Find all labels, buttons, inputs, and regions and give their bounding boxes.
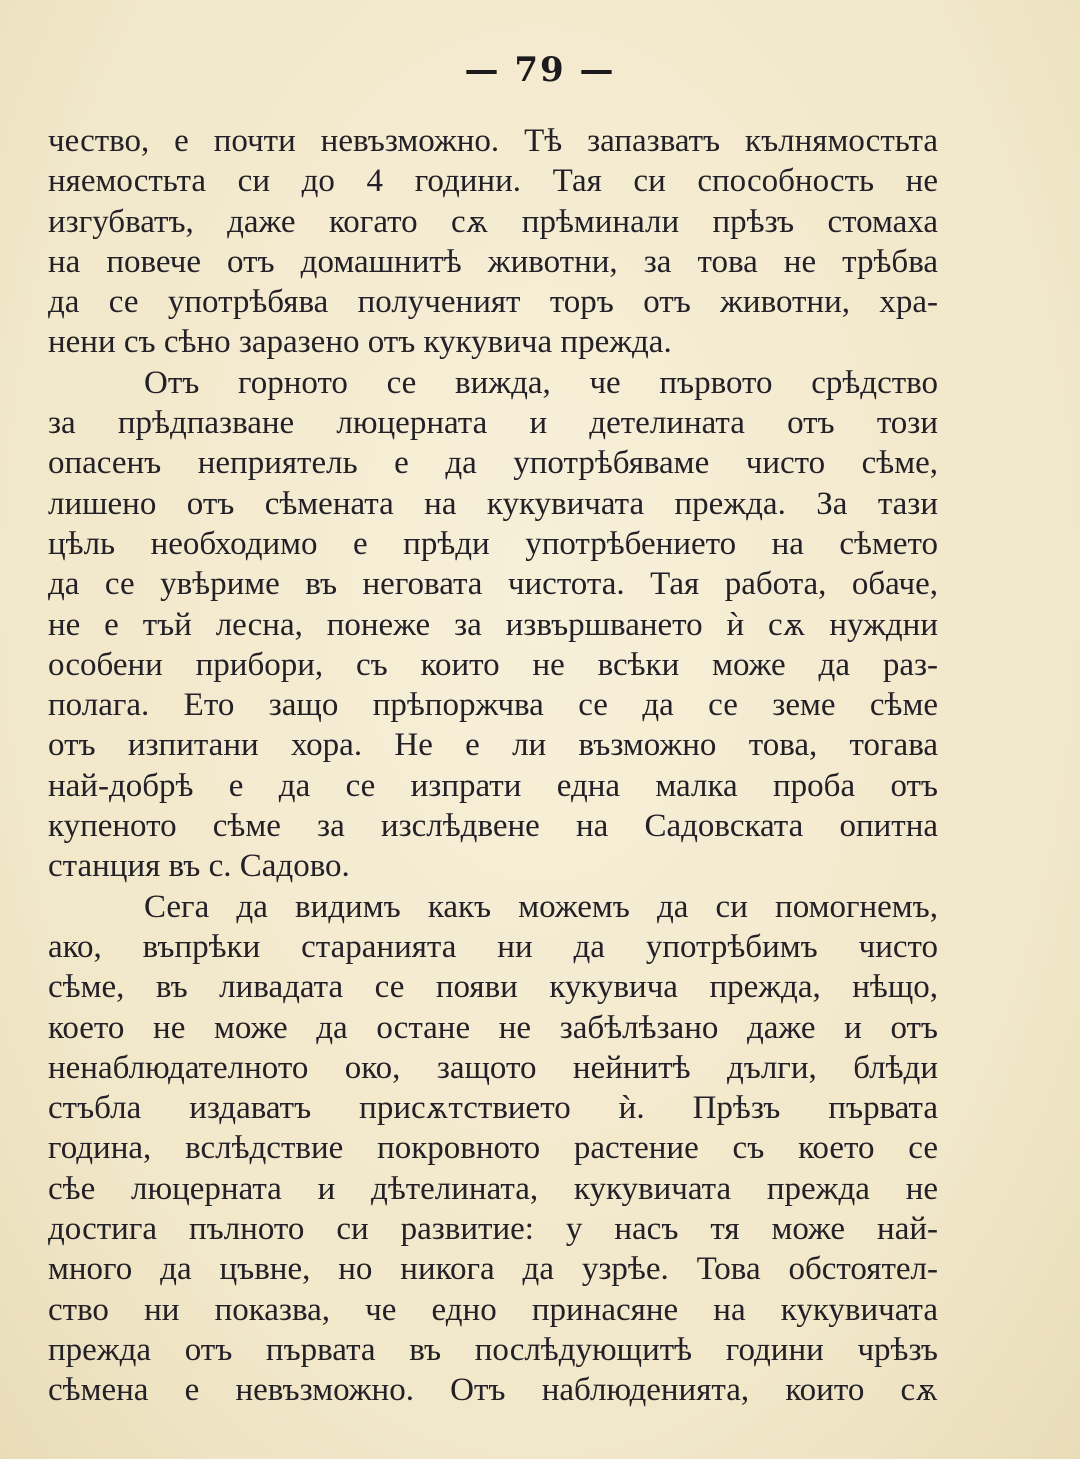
text-line: изгубватъ, даже когато сѫ прѣминали прѣзъ стомаха (48, 203, 938, 240)
text-line: особени прибори, съ които не всѣки може да раз- (48, 646, 938, 683)
page-number: — 79 — (464, 50, 616, 90)
text-line: нени съ сѣно заразено отъ кукувича прежда. (48, 324, 672, 361)
text-line: опасенъ неприятель е да употрѣбяваме чисто сѣме, (48, 445, 938, 482)
text-line: сѣе люцерната и дѣтелината, кукувичата прежда не (48, 1170, 938, 1207)
text-line: стъбла издаватъ присѫтствието ѝ. Прѣзъ първата (48, 1090, 938, 1127)
text-line: Отъ горното се вижда, че първото срѣдство (144, 364, 938, 401)
text-line: станция въ с. Садово. (48, 848, 350, 885)
text-line: най-добрѣ е да се изпрати една малка проба отъ (48, 767, 938, 804)
text-line: чество, е почти невъзможно. Тѣ запазватъ кълнямостьта (48, 123, 938, 159)
text-line: купеното сѣме за изслѣдвене на Садовската опитна (48, 808, 938, 845)
text-line: сѣме, въ ливадата се появи кукувича прежда, нѣщо, (48, 969, 938, 1006)
text-line: цѣль необходимо е прѣди употрѣбението на сѣмето (48, 525, 938, 562)
text-line: ненаблюдателното око, защото нейнитѣ дълги, блѣди (48, 1049, 938, 1086)
text-line: да се увѣриме въ неговата чистота. Тая работа, обаче, (48, 566, 938, 603)
text-line: не е тъй лесна, понеже за извършването ѝ сѫ нуждни (48, 606, 938, 643)
text-line: на повече отъ домашнитѣ животни, за това не трѣбва (48, 243, 938, 280)
text-line: Сега да видимъ какъ можемъ да си помогнемъ, (144, 888, 938, 925)
body-text (48, 121, 938, 1411)
text-line: ако, въпрѣки старанията ни да употрѣбимъ чисто (48, 928, 938, 965)
text-line: няемостьта си до 4 години. Тая си способность не (48, 163, 938, 200)
text-line: достига пълното си развитие: у насъ тя може най- (48, 1211, 938, 1248)
text-line: да се употрѣбява полученият торъ отъ животни, хра- (48, 284, 938, 321)
text-line: сѣмена е невъзможно. Отъ наблюденията, които сѫ (48, 1372, 938, 1409)
text-line: което не може да остане не забѣлѣзано даже и отъ (48, 1009, 938, 1046)
text-line: отъ изпитани хора. Не е ли възможно това, тогава (48, 727, 938, 764)
text-line: ство ни показва, че едно принасяне на кукувичата (48, 1291, 938, 1328)
text-line: лишено отъ сѣмената на кукувичата прежда. За тази (48, 485, 938, 522)
text-line: година, вслѣдствие покровното растение съ което се (48, 1130, 938, 1167)
text-line: прежда отъ първата въ послѣдующитѣ години чрѣзъ (48, 1331, 938, 1368)
text-line: много да цъвне, но никога да узрѣе. Това обстоятел- (48, 1251, 938, 1288)
text-line: полага. Ето защо прѣпоржчва се да се земе сѣме (48, 687, 938, 724)
text-line: за прѣдпазване люцерната и детелината отъ този (48, 405, 938, 442)
